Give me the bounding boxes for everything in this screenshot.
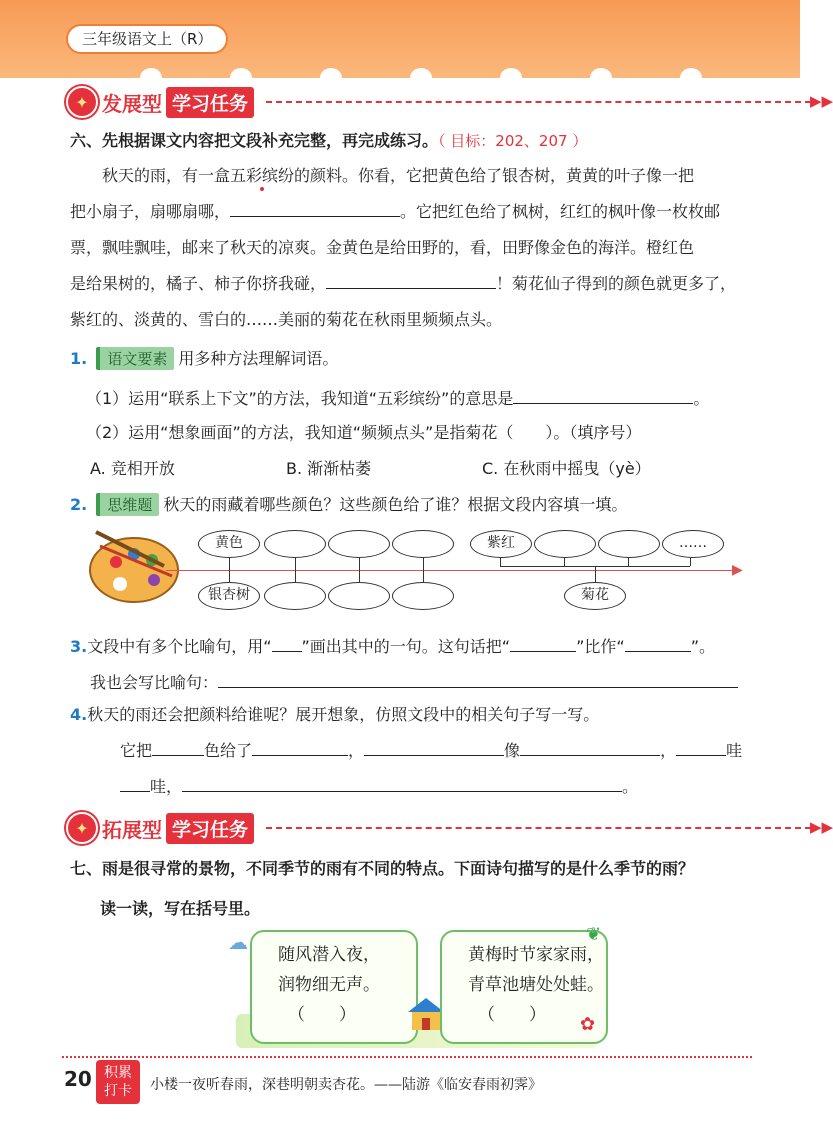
fill-blank[interactable] — [520, 736, 660, 756]
oval-blank[interactable] — [328, 582, 390, 610]
fill-blank[interactable] — [513, 384, 693, 404]
oval-chrysanthemum: 菊花 — [564, 582, 626, 610]
item-text: 文段中有多个比喻句，用“ — [87, 637, 272, 656]
item-text: 像 — [504, 741, 521, 760]
connector — [295, 558, 296, 582]
item-text: 秋天的雨藏着哪些颜色？这些颜色给了谁？根据文段内容填一填。 — [163, 495, 628, 514]
item-4-row-1 — [120, 736, 742, 761]
page-number: 20 — [64, 1067, 92, 1091]
item-text: 哇， — [150, 777, 183, 796]
item-4 — [70, 702, 599, 725]
option-text: C. 在秋雨中摇曳（yè） — [482, 459, 651, 478]
section-label: 学习任务 — [166, 87, 254, 118]
option-a[interactable] — [90, 456, 175, 479]
double-arrow-icon: ▶▶ — [810, 818, 833, 836]
oval-blank[interactable] — [264, 582, 326, 610]
lightbulb-icon: ✦ — [66, 86, 98, 118]
fill-blank[interactable] — [272, 632, 302, 652]
oval-ginkgo: 银杏树 — [198, 582, 260, 610]
poem-line: 随风潜入夜， — [278, 945, 380, 965]
option-text: A. 竞相开放 — [90, 459, 175, 478]
poem-line: 黄梅时节家家雨， — [468, 945, 604, 965]
dashed-line — [266, 101, 811, 103]
goal-label: （ 目标：202、207 ） — [438, 132, 588, 150]
oval-blank[interactable] — [264, 530, 326, 558]
arrow-right-icon: ▶ — [732, 562, 743, 578]
cloud-icon: ☁ — [228, 930, 248, 954]
fill-blank[interactable] — [510, 632, 576, 652]
daily-badge — [96, 1060, 140, 1104]
question-7-instruction: 读一读，写在括号里。 — [100, 899, 261, 918]
item-1-sub-2 — [86, 420, 641, 443]
item-text: 哇 — [726, 741, 743, 760]
lightbulb-icon: ✦ — [66, 812, 98, 844]
punctuation: 。 — [622, 777, 639, 796]
section-label: 学习任务 — [166, 813, 254, 844]
option-text: B. 渐渐枯萎 — [286, 459, 372, 478]
oval-blank[interactable] — [392, 530, 454, 558]
item-3-line-2 — [90, 668, 738, 693]
flower-icon: ✿ — [580, 1014, 596, 1035]
item-text: ， — [348, 741, 365, 760]
emphasized-text: 五彩缤纷 — [230, 166, 295, 185]
item-text: ”比作“ — [576, 637, 625, 656]
tag-badge: 语文要素 — [96, 347, 174, 370]
scallop — [500, 68, 522, 88]
item-text: 秋天的雨还会把颜料给谁呢？展开想象，仿照文段中的相关句子写一写。 — [87, 705, 600, 724]
footer-quote: 小楼一夜听春雨，深巷明朝卖杏花。——陆游《临安春雨初霁》 — [150, 1077, 542, 1093]
item-4-row-2 — [120, 772, 638, 797]
item-text: 我也会写比喻句： — [90, 673, 219, 692]
fill-blank[interactable] — [152, 736, 204, 756]
double-arrow-icon: ▶▶ — [810, 92, 833, 110]
passage-line — [70, 266, 760, 302]
section-type: 发展型 — [102, 91, 162, 116]
question-7-title: 七、雨是很寻常的景物，不同季节的雨有不同的特点。下面诗句描写的是什么季节的雨？ — [70, 859, 695, 878]
scallop — [230, 68, 252, 88]
item-text: ”。 — [690, 637, 715, 656]
passage-text: 把小扇子，扇哪扇哪， — [70, 202, 231, 221]
badge-line: 打卡 — [104, 1083, 132, 1099]
option-c[interactable] — [482, 456, 651, 479]
oval-blank[interactable] — [598, 530, 660, 558]
item-text: ”画出其中的一句。这句话把“ — [301, 637, 511, 656]
badge-line: 积累 — [104, 1065, 132, 1081]
connector — [500, 558, 501, 566]
answer-parentheses[interactable]: （ ） — [288, 1005, 356, 1025]
connector — [595, 566, 596, 582]
color-diagram — [86, 522, 752, 618]
emphasized-word — [230, 166, 294, 185]
fill-blank[interactable] — [364, 736, 504, 756]
passage-text: 。它把红色给了枫树，红红的枫叶像一枚枚邮 — [400, 202, 721, 221]
option-b[interactable] — [286, 456, 371, 479]
dashed-line — [266, 827, 811, 829]
section-banner-extend — [66, 812, 833, 844]
tag-badge: 思维题 — [96, 493, 159, 516]
connector — [359, 558, 360, 582]
item-text: 色给了 — [204, 741, 253, 760]
fill-blank[interactable] — [326, 269, 496, 289]
passage-text: 是给果树的，橘子、柿子你挤我碰， — [70, 274, 327, 293]
scallop — [410, 68, 432, 88]
connector — [628, 558, 629, 566]
connector — [423, 558, 424, 582]
item-number: 3. — [70, 637, 88, 656]
connector — [564, 558, 565, 566]
scallop — [320, 68, 342, 88]
question-6-title — [70, 128, 587, 151]
punctuation: 。 — [693, 389, 710, 408]
item-1 — [70, 346, 338, 370]
fill-blank[interactable] — [252, 736, 348, 756]
passage-line — [70, 230, 760, 266]
passage-line — [70, 158, 760, 194]
question-text: 六、先根据课文内容把文段补充完整，再完成练习。 — [70, 131, 439, 150]
oval-blank[interactable] — [534, 530, 596, 558]
passage-text: 紫红的、淡黄的、雪白的……美丽的菊花在秋雨里频频点头。 — [70, 310, 503, 329]
passage-line — [70, 194, 760, 230]
item-1-sub-1 — [86, 384, 709, 409]
fill-blank[interactable] — [625, 632, 691, 652]
passage-text: 秋天的雨，有一盒 — [102, 166, 231, 185]
fill-blank[interactable] — [182, 772, 622, 792]
section-banner-develop — [66, 86, 833, 118]
sub-question-text: （2）运用“想象画面”的方法，我知道“频频点头”是指菊花（ ）。（填序号） — [86, 423, 642, 442]
sub-question-text: （1）运用“联系上下文”的方法，我知道“五彩缤纷”的意思是 — [86, 389, 514, 408]
poem-card-1 — [250, 930, 418, 1044]
passage-text: 票，飘哇飘哇，邮来了秋天的凉爽。金黄色是给田野的，看，田野像金色的海洋。橙红色 — [70, 238, 695, 257]
section-type: 拓展型 — [102, 817, 162, 842]
fill-blank[interactable] — [120, 772, 150, 792]
item-text: 用多种方法理解词语。 — [178, 349, 339, 368]
item-3 — [70, 632, 715, 657]
oval-purple: 紫红 — [470, 530, 532, 558]
fill-blank[interactable] — [218, 668, 738, 688]
palette-icon — [86, 526, 182, 606]
leaf-icon: ❦ — [586, 924, 602, 945]
oval-blank[interactable] — [392, 582, 454, 610]
poem-line: 润物细无声。 — [278, 975, 380, 995]
passage-text: ！菊花仙子得到的颜色就更多了， — [496, 274, 737, 293]
timeline-axis — [166, 570, 740, 571]
oval-yellow: 黄色 — [198, 530, 260, 558]
footer-divider — [62, 1056, 752, 1058]
connector — [690, 558, 691, 566]
item-number: 2. — [70, 495, 88, 514]
oval-blank[interactable] — [328, 530, 390, 558]
item-number: 1. — [70, 349, 88, 368]
item-2 — [70, 492, 627, 516]
fill-blank[interactable] — [676, 736, 726, 756]
connector — [229, 558, 230, 582]
oval-more: …… — [662, 530, 724, 558]
item-text: 它把 — [120, 741, 153, 760]
item-number: 4. — [70, 705, 88, 724]
fill-blank[interactable] — [230, 197, 400, 217]
grade-tag: 三年级语文上（R） — [66, 24, 228, 54]
scallop — [140, 68, 162, 88]
item-text: ， — [660, 741, 677, 760]
passage-text: 的颜料。你看，它把黄色给了银杏树，黄黄的叶子像一把 — [294, 166, 695, 185]
scallop — [590, 68, 612, 88]
passage — [70, 158, 760, 338]
scallop — [680, 68, 702, 88]
answer-parentheses[interactable]: （ ） — [478, 1005, 546, 1025]
passage-line — [70, 302, 760, 338]
poem-line: 青草池塘处处蛙。 — [468, 975, 604, 995]
